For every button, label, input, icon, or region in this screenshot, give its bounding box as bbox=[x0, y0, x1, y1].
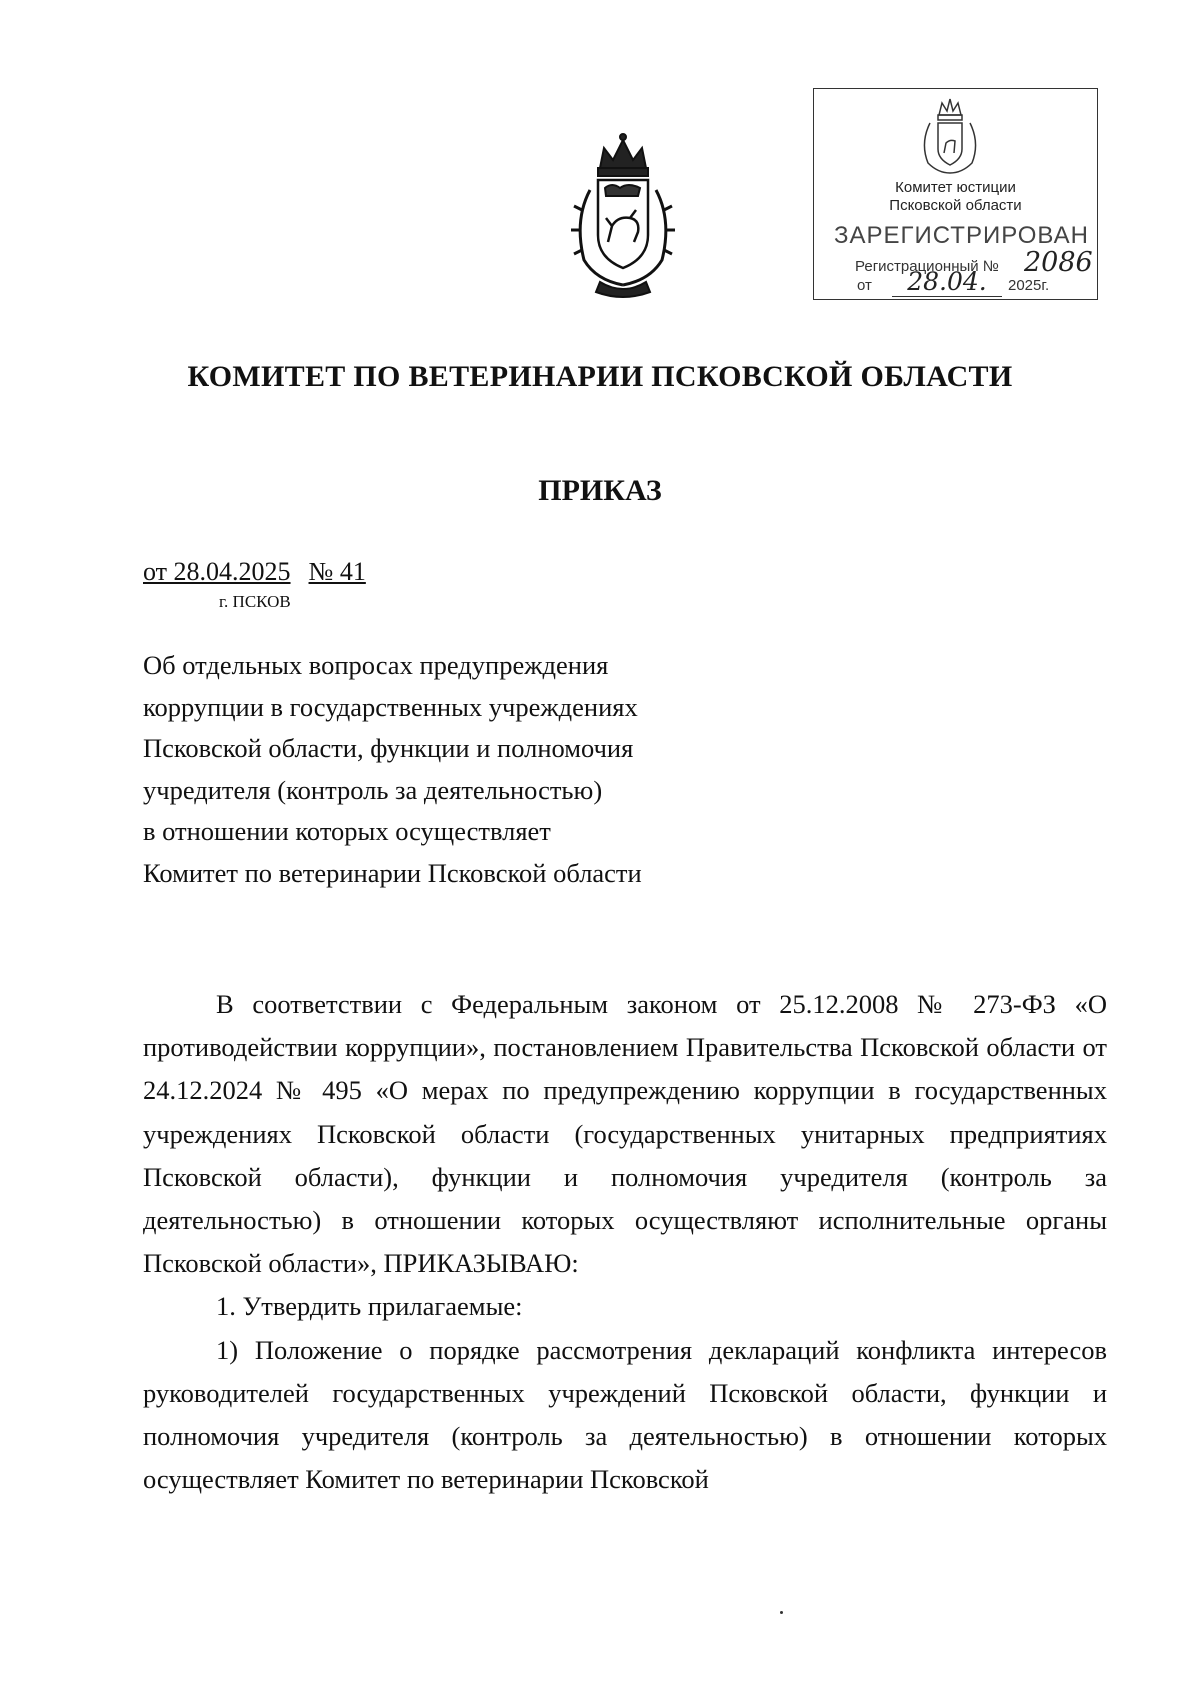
stamp-date-label: от bbox=[857, 277, 872, 294]
scan-speck bbox=[780, 1611, 783, 1614]
subject-line: учредителя (контроль за деятельностью) bbox=[143, 774, 603, 805]
order-item-1: 1. Утвердить прилагаемые: bbox=[216, 1291, 523, 1322]
document-city: г. ПСКОВ bbox=[219, 592, 291, 611]
stamp-coat-of-arms-icon bbox=[914, 93, 986, 177]
stamp-org-line1: Комитет юстиции bbox=[895, 179, 1016, 196]
document-date: от 28.04.2025 bbox=[143, 557, 291, 586]
document-number: № 41 bbox=[308, 557, 366, 586]
preamble-paragraph: В соответствии с Федеральным законом от 25.12.2008 № 273-ФЗ «О противодействии коррупции», постановлением Правительства Псковской области от 24.12.2024 № 495 «О мерах по предупреждению коррупции в государственных учреждениях Псковской области (государственных унитарных предприятиях Псковской области), функции и полномочия учредителя (контроль за деятельностью) в отношении которых осуществляют исполнительные органы Псковской области», ПРИКАЗЫВАЮ: bbox=[143, 989, 1107, 1279]
pskov-coat-of-arms-icon bbox=[560, 130, 686, 300]
order-item-1-1: 1) Положение о порядке рассмотрения деклараций конфликта интересов руководителей государственных учреждений Псковской области, функции и полномочия учредителя (контроль за деятельностью) в отношении которых осуществляет Комитет по ветеринарии Псковской bbox=[143, 1334, 1107, 1495]
stamp-reg-label: Регистрационный № bbox=[855, 258, 999, 275]
document-subject bbox=[143, 645, 843, 895]
subject-line: Об отдельных вопросах предупреждения bbox=[143, 650, 609, 680]
stamp-org-line2: Псковской области bbox=[889, 197, 1022, 214]
subject-line: Псковской области, функции и полномочия bbox=[143, 733, 634, 764]
stamp-status: ЗАРЕГИСТРИРОВАН bbox=[834, 222, 1089, 249]
subject-line: Комитет по ветеринарии Псковской области bbox=[143, 857, 642, 888]
document-type: ПРИКАЗ bbox=[538, 474, 662, 507]
stamp-year-value: 2025г. bbox=[1008, 277, 1050, 294]
registration-stamp bbox=[813, 88, 1098, 300]
document-body bbox=[143, 983, 1107, 1501]
subject-line: коррупции в государственных учреждениях bbox=[143, 691, 638, 722]
stamp-reg-number: 2086 bbox=[1024, 247, 1093, 278]
stamp-date-value: 28.04. bbox=[892, 267, 1002, 297]
subject-line: в отношении которых осуществляет bbox=[143, 816, 551, 847]
organization-title: КОМИТЕТ ПО ВЕТЕРИНАРИИ ПСКОВСКОЙ ОБЛАСТИ bbox=[187, 360, 1013, 393]
document-date-number bbox=[143, 557, 384, 587]
